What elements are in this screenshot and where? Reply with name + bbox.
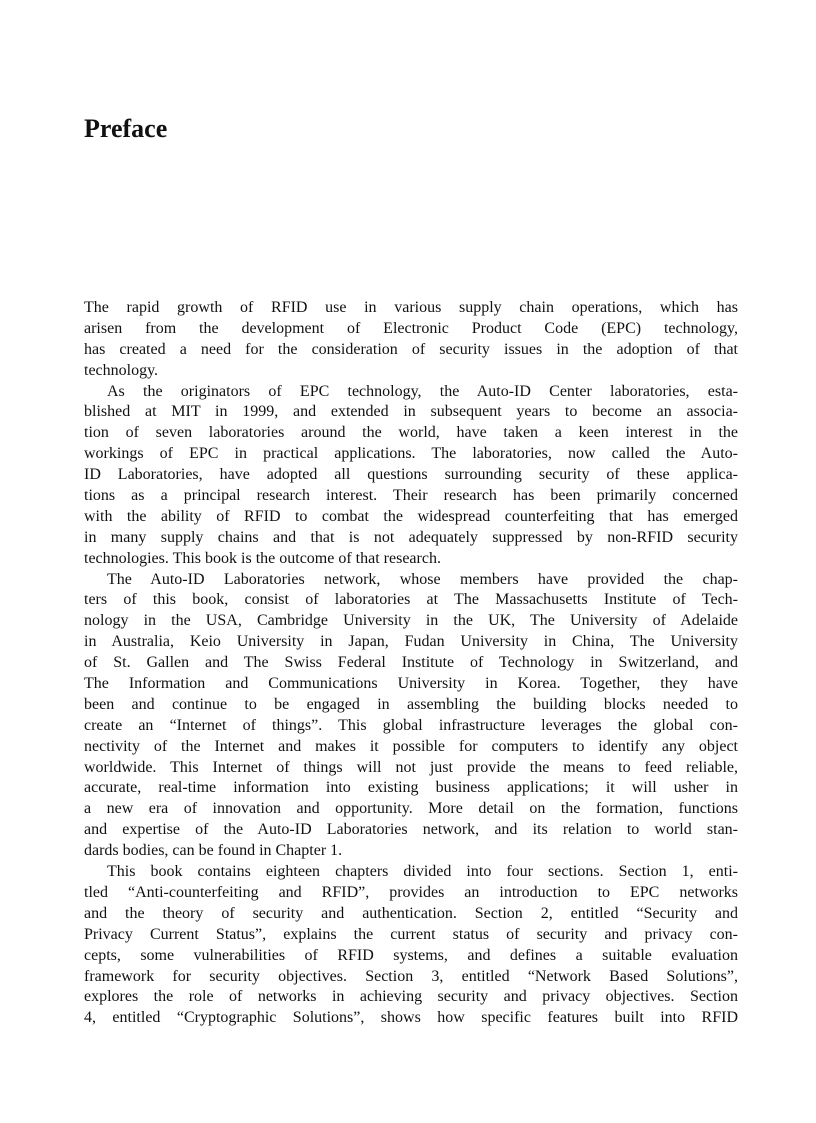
body-text <box>84 298 738 1029</box>
text-line: tled “Anti-counterfeiting and RFID”, provides an introduction to EPC networks <box>84 883 738 901</box>
text-line: dards bodies, can be found in Chapter 1. <box>84 842 343 860</box>
paragraph <box>84 298 738 382</box>
text-line: The Auto-ID Laboratories network, whose members have provided the chap- <box>107 570 738 588</box>
text-line: The rapid growth of RFID use in various supply chain operations, which has <box>84 299 738 316</box>
paragraph <box>84 382 738 570</box>
paragraph <box>84 570 738 862</box>
text-line: cepts, some vulnerabilities of RFID systems, and defines a suitable evaluation <box>84 946 738 964</box>
text-line: been and continue to be engaged in assembling the building blocks needed to <box>84 695 738 713</box>
text-line: tion of seven laboratories around the world, have taken a keen interest in the <box>84 424 738 442</box>
text-line: explores the role of networks in achieving security and privacy objectives. Section <box>84 988 738 1006</box>
text-line: arisen from the development of Electronic Product Code (EPC) technology, <box>84 319 738 337</box>
text-line: of St. Gallen and The Swiss Federal Institute of Technology in Switzerland, and <box>84 654 738 672</box>
text-line: blished at MIT in 1999, and extended in subsequent years to become an associa- <box>84 403 738 421</box>
text-line: and expertise of the Auto-ID Laboratories network, and its relation to world stan- <box>84 821 738 839</box>
paragraph <box>84 862 738 1029</box>
text-line: technologies. This book is the outcome of that research. <box>84 549 441 567</box>
text-line: Privacy Current Status”, explains the current status of security and privacy con- <box>84 925 738 943</box>
text-line: worldwide. This Internet of things will not just provide the means to feed reliable, <box>84 758 738 776</box>
text-line: in Australia, Keio University in Japan, Fudan University in China, The University <box>84 633 738 651</box>
text-line: has created a need for the consideration of security issues in the adoption of that <box>84 340 738 358</box>
text-line: nology in the USA, Cambridge University in the UK, The University of Adelaide <box>84 612 738 630</box>
text-line: nectivity of the Internet and makes it possible for computers to identify any object <box>84 737 738 755</box>
text-line: in many supply chains and that is not adequately suppressed by non-RFID security <box>84 528 738 546</box>
text-line: a new era of innovation and opportunity. More detail on the formation, functions <box>84 800 738 818</box>
text-line: The Information and Communications University in Korea. Together, they have <box>84 675 738 693</box>
text-line: ID Laboratories, have adopted all questions surrounding security of these applica- <box>84 466 738 484</box>
text-line: ters of this book, consist of laboratories at The Massachusetts Institute of Tech- <box>84 591 738 609</box>
text-line: framework for security objectives. Section 3, entitled “Network Based Solutions”, <box>84 967 738 985</box>
text-line: technology. <box>84 361 159 379</box>
text-line: workings of EPC in practical applications. The laboratories, now called the Auto- <box>84 445 738 463</box>
text-line: accurate, real-time information into existing business applications; it will usher in <box>84 779 738 797</box>
text-line: As the originators of EPC technology, the Auto-ID Center laboratories, esta- <box>107 382 738 400</box>
page-title: Preface <box>84 114 168 143</box>
text-line: with the ability of RFID to combat the widespread counterfeiting that has emerged <box>84 507 738 525</box>
text-line: This book contains eighteen chapters divided into four sections. Section 1, enti- <box>107 863 738 881</box>
text-line: and the theory of security and authentication. Section 2, entitled “Security and <box>84 904 738 922</box>
text-line: create an “Internet of things”. This global infrastructure leverages the global con- <box>84 716 738 734</box>
text-line: tions as a principal research interest. Their research has been primarily concerned <box>84 487 738 505</box>
text-line: 4, entitled “Cryptographic Solutions”, shows how specific features built into RFID <box>84 1009 738 1027</box>
